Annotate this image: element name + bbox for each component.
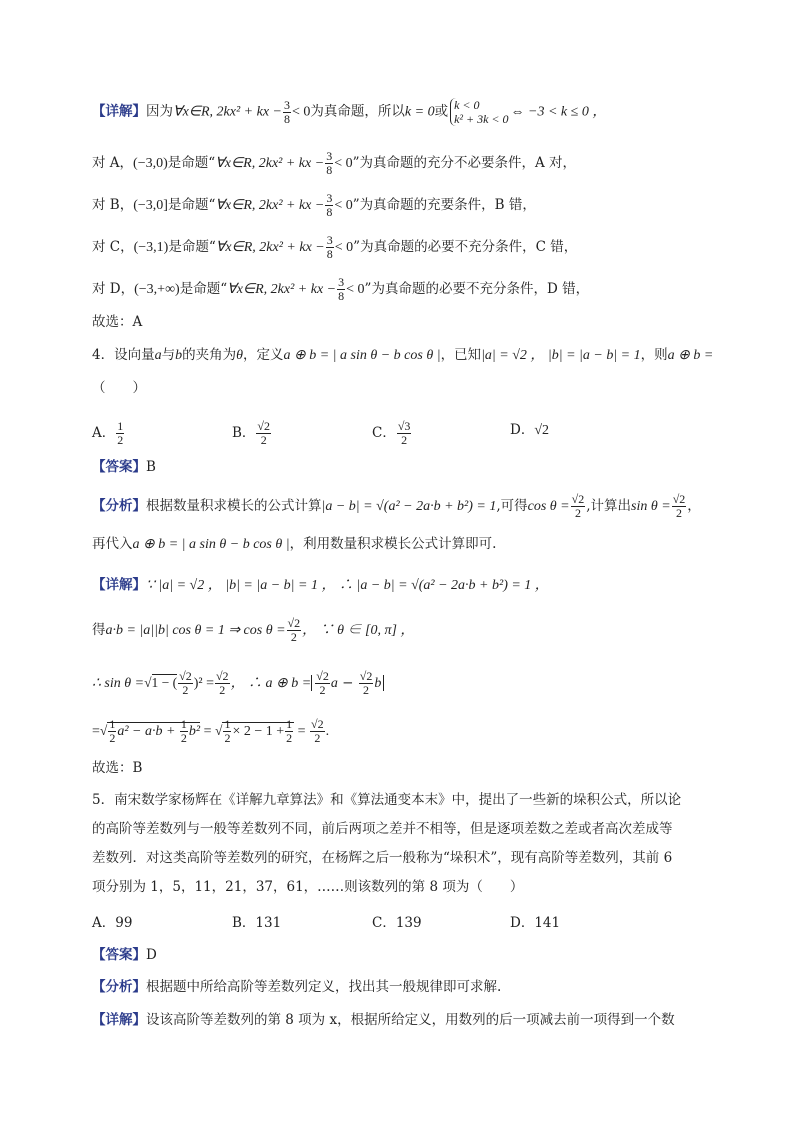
denominator: 2: [319, 683, 326, 697]
text: ”为真命题的必要不充分条件，C 错，: [353, 239, 578, 255]
math-expr: ， ∴ a ⊕ b =: [230, 676, 312, 691]
numerator: √2: [311, 717, 324, 731]
fraction: [108, 718, 116, 745]
denominator: 2: [117, 433, 124, 447]
denominator: 8: [326, 205, 333, 219]
option-value: √2: [534, 423, 550, 438]
math-expr: .: [325, 724, 330, 739]
denominator: 2: [260, 433, 267, 447]
vec-b: b: [175, 348, 183, 363]
fraction: [223, 718, 231, 745]
math-expr: < 0: [292, 104, 311, 120]
denominator: 2: [401, 433, 408, 447]
interval: (−3,0]: [133, 198, 168, 213]
math-expr: a ⊕ b =: [667, 348, 714, 363]
q4-option-b: [232, 420, 272, 447]
math-expr: ∀x∈R, 2kx² + kx −: [227, 282, 337, 297]
fraction: [571, 493, 586, 520]
numerator: 1: [117, 419, 124, 433]
math-expr: a ⊕ b = | a sin θ − b cos θ |: [132, 537, 290, 552]
numerator: √2: [287, 616, 301, 630]
math-expr: cos θ =: [527, 499, 570, 514]
text: 对 B，: [92, 197, 134, 213]
text: ，定义: [242, 347, 284, 363]
analysis-tag: 【分析】: [92, 979, 146, 995]
numerator: √2: [571, 492, 585, 506]
answer-tag: 【答案】: [92, 459, 146, 475]
math-expr: k = 0: [404, 104, 435, 120]
math-expr: < 0: [334, 198, 353, 213]
q4-analysis-1: [92, 493, 701, 520]
sqrt-expr: √ $\frac{1}{2}$ a² − a·b + $\frac{1}{2}$ b²: [99, 717, 201, 746]
denominator: 8: [326, 247, 333, 261]
denominator: 2: [182, 683, 189, 697]
math-expr: < 0: [334, 240, 354, 255]
q5-detail: [92, 1010, 675, 1030]
math-expr: ∀x∈R, 2kx² + kx −: [173, 104, 282, 120]
q4-analysis-2: [92, 534, 496, 555]
q5-stem-line: 差数列．对这类高阶等差数列的研究，在杨辉之后一般称为“垛积术”，现有高阶等差数列，其前 6: [92, 850, 673, 866]
math-expr: =: [92, 724, 100, 739]
fraction: [325, 150, 333, 177]
fraction: [359, 670, 374, 697]
q5-stem-line: 的高阶等差数列与一般等差数列不同，前后两项之差并不相等，但是逐项差数之差或者高次差成等: [92, 821, 673, 837]
theta: θ: [236, 348, 243, 363]
denominator: 2: [109, 731, 116, 746]
q4-detail-1: [92, 575, 549, 596]
fraction: [178, 670, 193, 697]
detail-tag: 【详解】: [92, 1012, 146, 1028]
q5-analysis: [92, 977, 501, 997]
q5-option-d: D．141: [510, 915, 561, 931]
numerator: 3: [284, 97, 290, 112]
option-label: A．: [92, 425, 116, 441]
denominator: 8: [338, 289, 345, 303]
fraction: [215, 670, 230, 697]
option-label: B．: [232, 425, 256, 441]
numerator: 1: [109, 717, 116, 732]
math-expr: ， ∵ θ ∈ [0, π] ，: [302, 623, 415, 638]
math-expr: < 0: [346, 282, 365, 297]
option-label: C．: [372, 425, 396, 441]
numerator: 1: [286, 717, 293, 732]
text: 根据题中所给高阶等差数列定义，找出其一般规律即可求解.: [146, 979, 502, 995]
math-expr: ∴ sin θ =: [92, 676, 145, 691]
text: 对 A，: [92, 155, 134, 171]
text: 根据数量积求模长的公式计算: [146, 498, 322, 514]
text: 的夹角为: [182, 347, 237, 363]
q5-option-a: A．99: [92, 915, 133, 931]
denominator: 2: [290, 630, 297, 644]
numerator: √2: [179, 669, 192, 683]
answer-value: D: [146, 947, 157, 963]
fraction: [283, 99, 291, 126]
numerator: 3: [338, 275, 345, 289]
vec-a: a: [154, 348, 162, 363]
q4-option-a: [92, 420, 125, 447]
q3-option-line: [92, 276, 589, 303]
text: ”为真命题的充要条件，B 错，: [352, 197, 536, 213]
denominator: 8: [326, 163, 333, 177]
text: 或: [434, 103, 449, 120]
fraction: [256, 420, 271, 447]
interval: (−3,0): [133, 156, 168, 171]
option-label: D．: [510, 422, 535, 438]
denominator: 2: [219, 683, 226, 697]
text: 设该高阶等差数列的第 8 项为 x，根据所给定义，用数列的后一项减去前一项得到一个数: [146, 1012, 675, 1028]
interval: (−3,+∞): [134, 282, 180, 297]
text: ，: [687, 498, 701, 514]
fraction: [397, 420, 412, 447]
q3-option-line: [92, 192, 536, 219]
math-expr: ∵ |a| = √2 ， |b| = |a − b| = 1 ， ∴ |a − b| = √(a² − 2a·b + b²) = 1 ，: [146, 578, 549, 593]
math-expr: a·b = |a||b| cos θ = 1 ⇒ cos θ =: [105, 623, 286, 638]
fraction: [672, 493, 687, 520]
sqrt-expr: √1 − (: [144, 675, 178, 690]
q4-option-c: [372, 420, 412, 447]
math-expr: < 0: [334, 156, 353, 171]
text: 是命题“: [167, 155, 216, 171]
q5-option-b: B．131: [232, 915, 282, 931]
q3-option-line: [92, 150, 576, 177]
q4-detail-2: [92, 617, 414, 644]
text: ，已知: [440, 347, 482, 363]
numerator: 1: [224, 717, 231, 732]
text: ,计算出: [586, 498, 632, 514]
fraction: [116, 420, 124, 447]
abs-expr: $\frac{√2}{2}$ a − $\frac{√2}{2}$ b: [311, 675, 384, 691]
squared-paren: )² =: [193, 676, 214, 691]
text: 为真命题，所以: [310, 103, 405, 120]
numerator: √2: [359, 669, 373, 683]
math-expr: a ⊕ b = | a sin θ − b cos θ |: [283, 348, 441, 363]
text: 对 D，: [92, 281, 135, 297]
math-expr: ∀x∈R, 2kx² + kx −: [215, 156, 325, 171]
q5-stem-line: 5．南宋数学家杨辉在《详解九章算法》和《算法通变本末》中，提出了一些新的垛积公式，所以论: [92, 792, 682, 808]
vec-b: b: [374, 676, 382, 691]
fraction: [287, 617, 302, 644]
text: 是命题“: [179, 281, 228, 297]
q3-detail-line: [92, 98, 606, 126]
answer-value: B: [146, 459, 156, 475]
q5-option-c: C．139: [372, 915, 422, 931]
math-expr: × 2 − 1 +: [232, 724, 285, 739]
q4-choose: 故选：B: [92, 760, 143, 776]
denominator: 2: [180, 731, 187, 746]
system-brace: [450, 98, 508, 126]
math-expr: sin θ =: [631, 499, 671, 514]
q4-stem: [92, 345, 713, 366]
denominator: 2: [286, 731, 293, 746]
text: ,可得: [496, 498, 528, 514]
numerator: √2: [672, 492, 686, 506]
text: 是命题“: [168, 239, 216, 255]
interval: (−3,1): [133, 240, 169, 255]
numerator: 1: [180, 717, 187, 732]
math-expr: |a| = √2 ， |b| = |a − b| = 1: [481, 348, 641, 363]
numerator: √2: [215, 669, 229, 683]
math-expr: |a − b| = √(a² − 2a·b + b²) = 1: [321, 499, 497, 514]
sqrt-expr: √ $\frac{1}{2}$ × 2 − 1 + $\frac{1}{2}$: [215, 717, 293, 746]
system-line: k² + 3k < 0: [454, 112, 509, 126]
fraction: [180, 718, 188, 745]
denominator: 2: [224, 731, 231, 746]
denominator: 2: [676, 506, 682, 520]
fraction: [310, 718, 325, 745]
numerator: 3: [326, 233, 333, 247]
denominator: 2: [574, 506, 581, 520]
fraction: [315, 670, 330, 697]
q3-choose: 故选：A: [92, 314, 143, 330]
denominator: 2: [363, 683, 370, 697]
text: 4．设向量: [92, 347, 155, 363]
math-expr: ∀x∈R, 2kx² + kx −: [215, 198, 325, 213]
q4-paren: （ ）: [92, 380, 146, 396]
text: 因为: [146, 103, 173, 120]
text: ，则: [640, 347, 668, 363]
text: 与: [161, 347, 176, 363]
numerator: 3: [326, 149, 333, 163]
q4-option-d: [510, 420, 549, 441]
q4-detail-3: [92, 670, 384, 697]
numerator: √3: [397, 419, 411, 433]
denominator: 8: [284, 111, 290, 126]
text: ”为真命题的充分不必要条件，A 对，: [352, 155, 577, 171]
math-expr: ∀x∈R, 2kx² + kx −: [215, 240, 325, 255]
q5-answer: [92, 945, 157, 965]
q4-answer: [92, 457, 156, 477]
numerator: √2: [316, 669, 329, 683]
denominator: 2: [314, 731, 321, 745]
numerator: 3: [326, 191, 333, 205]
q4-detail-4: =√ $\frac{1}{2}$ a² − a·b + $\frac{1}{2}$ b² = √ $\frac{1}{2}$ × 2 − 1 + $\frac{1}{2}$ = $\frac{√2}{2}$ .: [92, 717, 330, 746]
detail-tag: 【详解】: [92, 103, 146, 120]
vec-a: a: [330, 676, 338, 691]
fraction: [326, 234, 334, 261]
text: ”为真命题的必要不充分条件，D 错，: [364, 281, 590, 297]
text: ，利用数量积求模长公式计算即可.: [289, 536, 497, 552]
q5-stem-line: 项分别为 1，5，11，21，37，61，……则该数列的第 8 项为（ ）: [92, 879, 524, 895]
fraction: [337, 276, 345, 303]
system-line: k < 0: [454, 98, 480, 112]
math-expr: ⇔ −3 < k ≤ 0 ，: [510, 104, 607, 120]
fraction: [285, 718, 293, 745]
text: 对 C，: [92, 239, 134, 255]
analysis-tag: 【分析】: [92, 498, 146, 514]
detail-tag: 【详解】: [92, 577, 146, 593]
fraction: [325, 192, 333, 219]
text: 是命题“: [167, 197, 216, 213]
numerator: √2: [257, 419, 271, 433]
text: 再代入: [92, 536, 133, 552]
q3-option-line: [92, 234, 577, 261]
text: 得: [92, 622, 106, 638]
answer-tag: 【答案】: [92, 947, 146, 963]
